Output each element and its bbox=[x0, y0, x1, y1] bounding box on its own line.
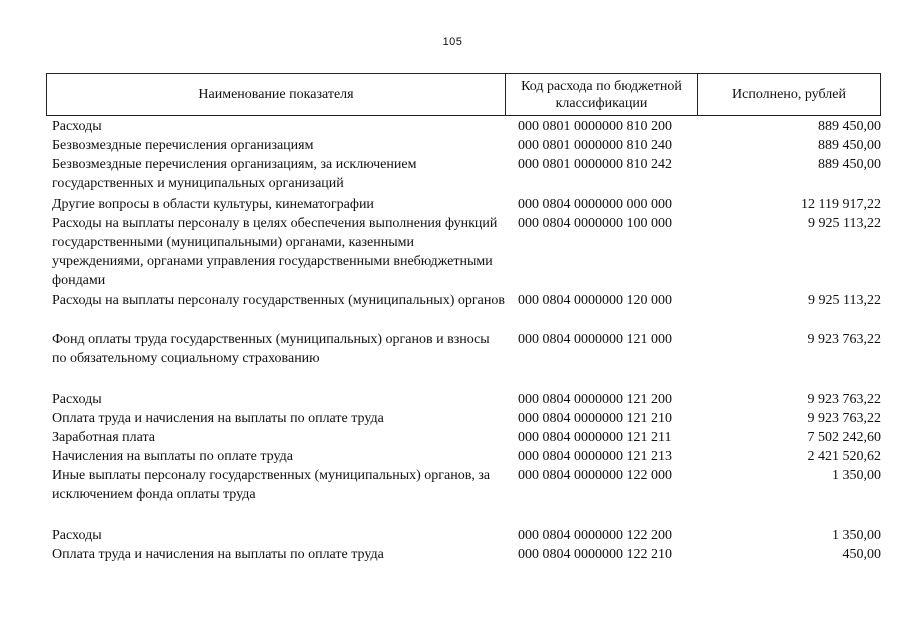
row-code: 000 0804 0000000 100 000 bbox=[518, 216, 672, 231]
row-value: 12 119 917,22 bbox=[801, 197, 881, 212]
row-value: 889 450,00 bbox=[818, 157, 881, 172]
row-name: Расходы bbox=[52, 392, 102, 407]
row-value: 9 923 763,22 bbox=[807, 411, 881, 426]
row-code: 000 0804 0000000 122 210 bbox=[518, 547, 672, 562]
column-header-name: Наименование показателя bbox=[47, 74, 506, 115]
table-header bbox=[46, 73, 881, 116]
row-name: Заработная плата bbox=[52, 430, 155, 445]
row-code: 000 0804 0000000 121 211 bbox=[518, 430, 672, 445]
row-code: 000 0804 0000000 121 213 bbox=[518, 449, 672, 464]
row-name: Расходы на выплаты персоналу государственных (муниципальных) органов bbox=[52, 293, 505, 308]
row-code: 000 0801 0000000 810 200 bbox=[518, 119, 672, 134]
row-value: 9 923 763,22 bbox=[807, 332, 881, 347]
row-code: 000 0804 0000000 121 210 bbox=[518, 411, 672, 426]
row-name: Иные выплаты персоналу государственных (муниципальных) органов, за исключением фонда оплаты труда bbox=[52, 468, 491, 502]
row-name: Расходы bbox=[52, 528, 102, 543]
column-header-code: Код расхода по бюджетной классификации bbox=[506, 74, 698, 115]
row-value: 7 502 242,60 bbox=[807, 430, 881, 445]
row-name: Начисления на выплаты по оплате труда bbox=[52, 449, 293, 464]
row-code: 000 0801 0000000 810 242 bbox=[518, 157, 672, 172]
row-value: 889 450,00 bbox=[818, 119, 881, 134]
row-value: 9 923 763,22 bbox=[807, 392, 881, 407]
row-name: Оплата труда и начисления на выплаты по оплате труда bbox=[52, 411, 384, 426]
row-value: 1 350,00 bbox=[832, 468, 881, 483]
row-code: 000 0804 0000000 121 000 bbox=[518, 332, 672, 347]
row-code: 000 0804 0000000 121 200 bbox=[518, 392, 672, 407]
row-value: 889 450,00 bbox=[818, 138, 881, 153]
row-code: 000 0804 0000000 000 000 bbox=[518, 197, 672, 212]
row-code: 000 0804 0000000 122 000 bbox=[518, 468, 672, 483]
row-name: Расходы на выплаты персоналу в целях обеспечения выполнения функций государственными (муниципальными) органами, казенными учреждениями, органами управления государственными внебюджетными фондами bbox=[52, 216, 498, 288]
row-value: 9 925 113,22 bbox=[808, 293, 881, 308]
row-code: 000 0804 0000000 122 200 bbox=[518, 528, 672, 543]
row-code: 000 0801 0000000 810 240 bbox=[518, 138, 672, 153]
column-header-value: Исполнено, рублей bbox=[732, 87, 846, 102]
row-value: 450,00 bbox=[842, 547, 881, 562]
row-name: Оплата труда и начисления на выплаты по оплате труда bbox=[52, 547, 384, 562]
row-value: 1 350,00 bbox=[832, 528, 881, 543]
page-number: 105 bbox=[442, 36, 463, 48]
row-name: Расходы bbox=[52, 119, 102, 134]
row-name: Безвозмездные перечисления организациям bbox=[52, 138, 314, 153]
row-value: 2 421 520,62 bbox=[807, 449, 881, 464]
row-value: 9 925 113,22 bbox=[808, 216, 881, 231]
row-name: Другие вопросы в области культуры, кинематографии bbox=[52, 197, 374, 212]
row-name: Безвозмездные перечисления организациям, за исключением государственных и муниципальных организаций bbox=[52, 157, 417, 191]
row-name: Фонд оплаты труда государственных (муниципальных) органов и взносы по обязательному социальному страхованию bbox=[52, 332, 490, 366]
row-code: 000 0804 0000000 120 000 bbox=[518, 293, 672, 308]
